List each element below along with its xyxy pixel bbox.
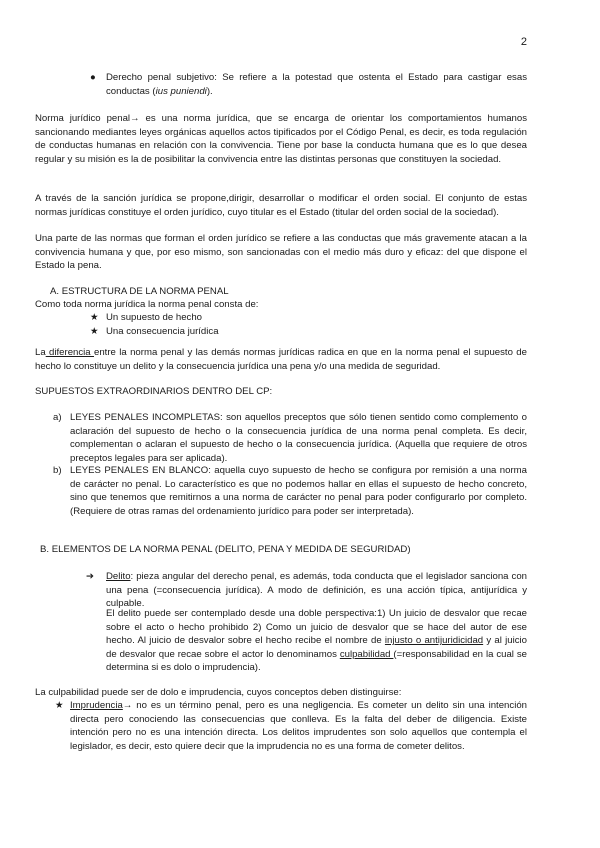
- paragraph-doble-perspectiva: [106, 607, 527, 675]
- bullet-icon: ●: [90, 72, 96, 83]
- star-icon: ★: [55, 700, 64, 711]
- list-item-consecuencia: Una consecuencia jurídica: [106, 326, 219, 337]
- diferencia-underlined: diferencia: [45, 347, 95, 358]
- section-a-intro: Como toda norma jurídica la norma penal consta de:: [35, 299, 259, 310]
- ius-puniendi-text: ius puniendi: [155, 85, 207, 97]
- culpabilidad-underlined: culpabilidad: [339, 648, 394, 660]
- diff-pre: La: [35, 347, 46, 358]
- paragraph-delito: [106, 570, 527, 611]
- star-icon: ★: [90, 312, 99, 323]
- culpabilidad-intro: La culpabilidad puede ser de dolo e imprudencia, cuyos conceptos deben distinguirse:: [35, 687, 402, 698]
- arrow-icon: ➔: [86, 571, 95, 582]
- supuestos-heading: SUPUESTOS EXTRAORDINARIOS DENTRO DEL CP:: [35, 386, 273, 397]
- list-item-supuesto: Un supuesto de hecho: [106, 312, 203, 323]
- list-label-a: a): [53, 412, 62, 423]
- paragraph-orden-juridico: Una parte de las normas que forman el orden jurídico se refiere a las conductas que más gravemente atacan a la convivencia humana y que, por eso mismo, son sancionadas con el medio más duro y eficaz: del que dispone el Estado la pena.: [35, 233, 527, 272]
- bullet-text: Derecho penal subjetivo: Se refiere a la potestad que ostenta el Estado para castigar esas conductas (: [106, 72, 527, 97]
- paragraph-norma-juridico-penal: Norma jurídico penal→ es una norma jurídica, que se encarga de orientar los comportamientos humanos sancionando mediantes leyes orgánicas aquellos actos tipificados por el Código Penal, es decir, es toda regulación de conductas humanas en relación con la convivencia. Tiene por base la conducta humana que es lo que desea regular y su misión es la de posibilitar la convivencia entre las distintas personas que constituyen la sociedad.: [35, 113, 527, 165]
- supuesto-leyes-en-blanco: LEYES PENALES EN BLANCO: aquella cuyo supuesto de hecho se configura por remisión a una norma de carácter no penal. Lo característico es que no podemos hallar en ellas el supuesto de hecho concreto, sino que tenemos que remitirnos a una norma de carácter no penal para poder configurarlo por completo. (Requiere de otras ramas del ordenamiento jurídico para poder ser interpretada).: [70, 465, 527, 517]
- page-number: 2: [520, 36, 527, 48]
- paragraph-imprudencia: [70, 699, 527, 753]
- delito-text: : pieza angular del derecho penal, es además, toda conducta que el legislador sanciona con una pena (=consecuencia jurídica). A modo de definición, es una acción típica, antijurídica y culpable.: [106, 571, 527, 610]
- imprudencia-label: Imprudencia: [70, 700, 123, 711]
- perspectiva-text: El delito puede ser contemplado desde una doble perspectiva:1) Un juicio de desvalor que recae sobre el acto o hecho prohibido 2) Como un juicio de desvalor que se hace del autor de ese hecho. Al juicio de desvalor sobre el hecho recibe el nombre de: [106, 608, 527, 647]
- injusto-underlined: injusto o antijuridicidad: [384, 635, 484, 647]
- perspectiva-text-3: (=responsabilidad en la cual se determina si es dolo o imprudencia).: [106, 648, 527, 674]
- imprudencia-text: no es un término penal, pero es una negligencia. Es cometer un delito sin una intención directa pero conociendo las consecuencias que conlleva. Es la falta del deber de diligencia. Existe intención pero no es una intención directa. Los delitos imprudentes son solo aquellos que contempla el legislador, es decir, esto quiere decir que la imprudencia no es una forma de cometer delitos.: [70, 700, 527, 752]
- paragraph-diferencia: [35, 346, 527, 373]
- paragraph-sancion-juridica: A través de la sanción jurídica se propone,dirigir, desarrollar o modificar el orden social. El conjunto de estas normas jurídicas constituye el orden jurídico, cuyo titular es el Estado (titular del orden social de la sociedad).: [35, 193, 527, 218]
- arrow-icon: →: [122, 700, 133, 711]
- delito-label: Delito: [106, 571, 131, 582]
- diff-post: entre la norma penal y las demás normas jurídicas radica en que en la norma penal el supuesto de hecho lo constituye un delito y la consecuencia jurídica una pena y/o una medida de seguridad.: [35, 347, 527, 372]
- supuesto-leyes-incompletas: LEYES PENALES INCOMPLETAS: son aquellos preceptos que sólo tienen sentido como complemento o aclaración del supuesto de hecho o la consecuencia jurídica de una norma penal completa. Es decir, complementan o aclaran el supuesto de hecho o la consecuencia jurídica. (Aquella que requiere de otros preceptos legales para ser aplicada).: [70, 412, 527, 464]
- bullet-derecho-penal-subjetivo: [106, 71, 527, 98]
- list-label-b: b): [53, 465, 62, 476]
- section-b-heading: B. ELEMENTOS DE LA NORMA PENAL (DELITO, PENA Y MEDIDA DE SEGURIDAD): [40, 544, 411, 555]
- perspectiva-text-2: y al juicio de desvalor que recae sobre el actor lo denominamos: [106, 635, 527, 660]
- bullet-text-end: ).: [206, 85, 213, 97]
- star-icon: ★: [90, 326, 99, 337]
- section-a-heading: A. ESTRUCTURA DE LA NORMA PENAL: [50, 286, 229, 297]
